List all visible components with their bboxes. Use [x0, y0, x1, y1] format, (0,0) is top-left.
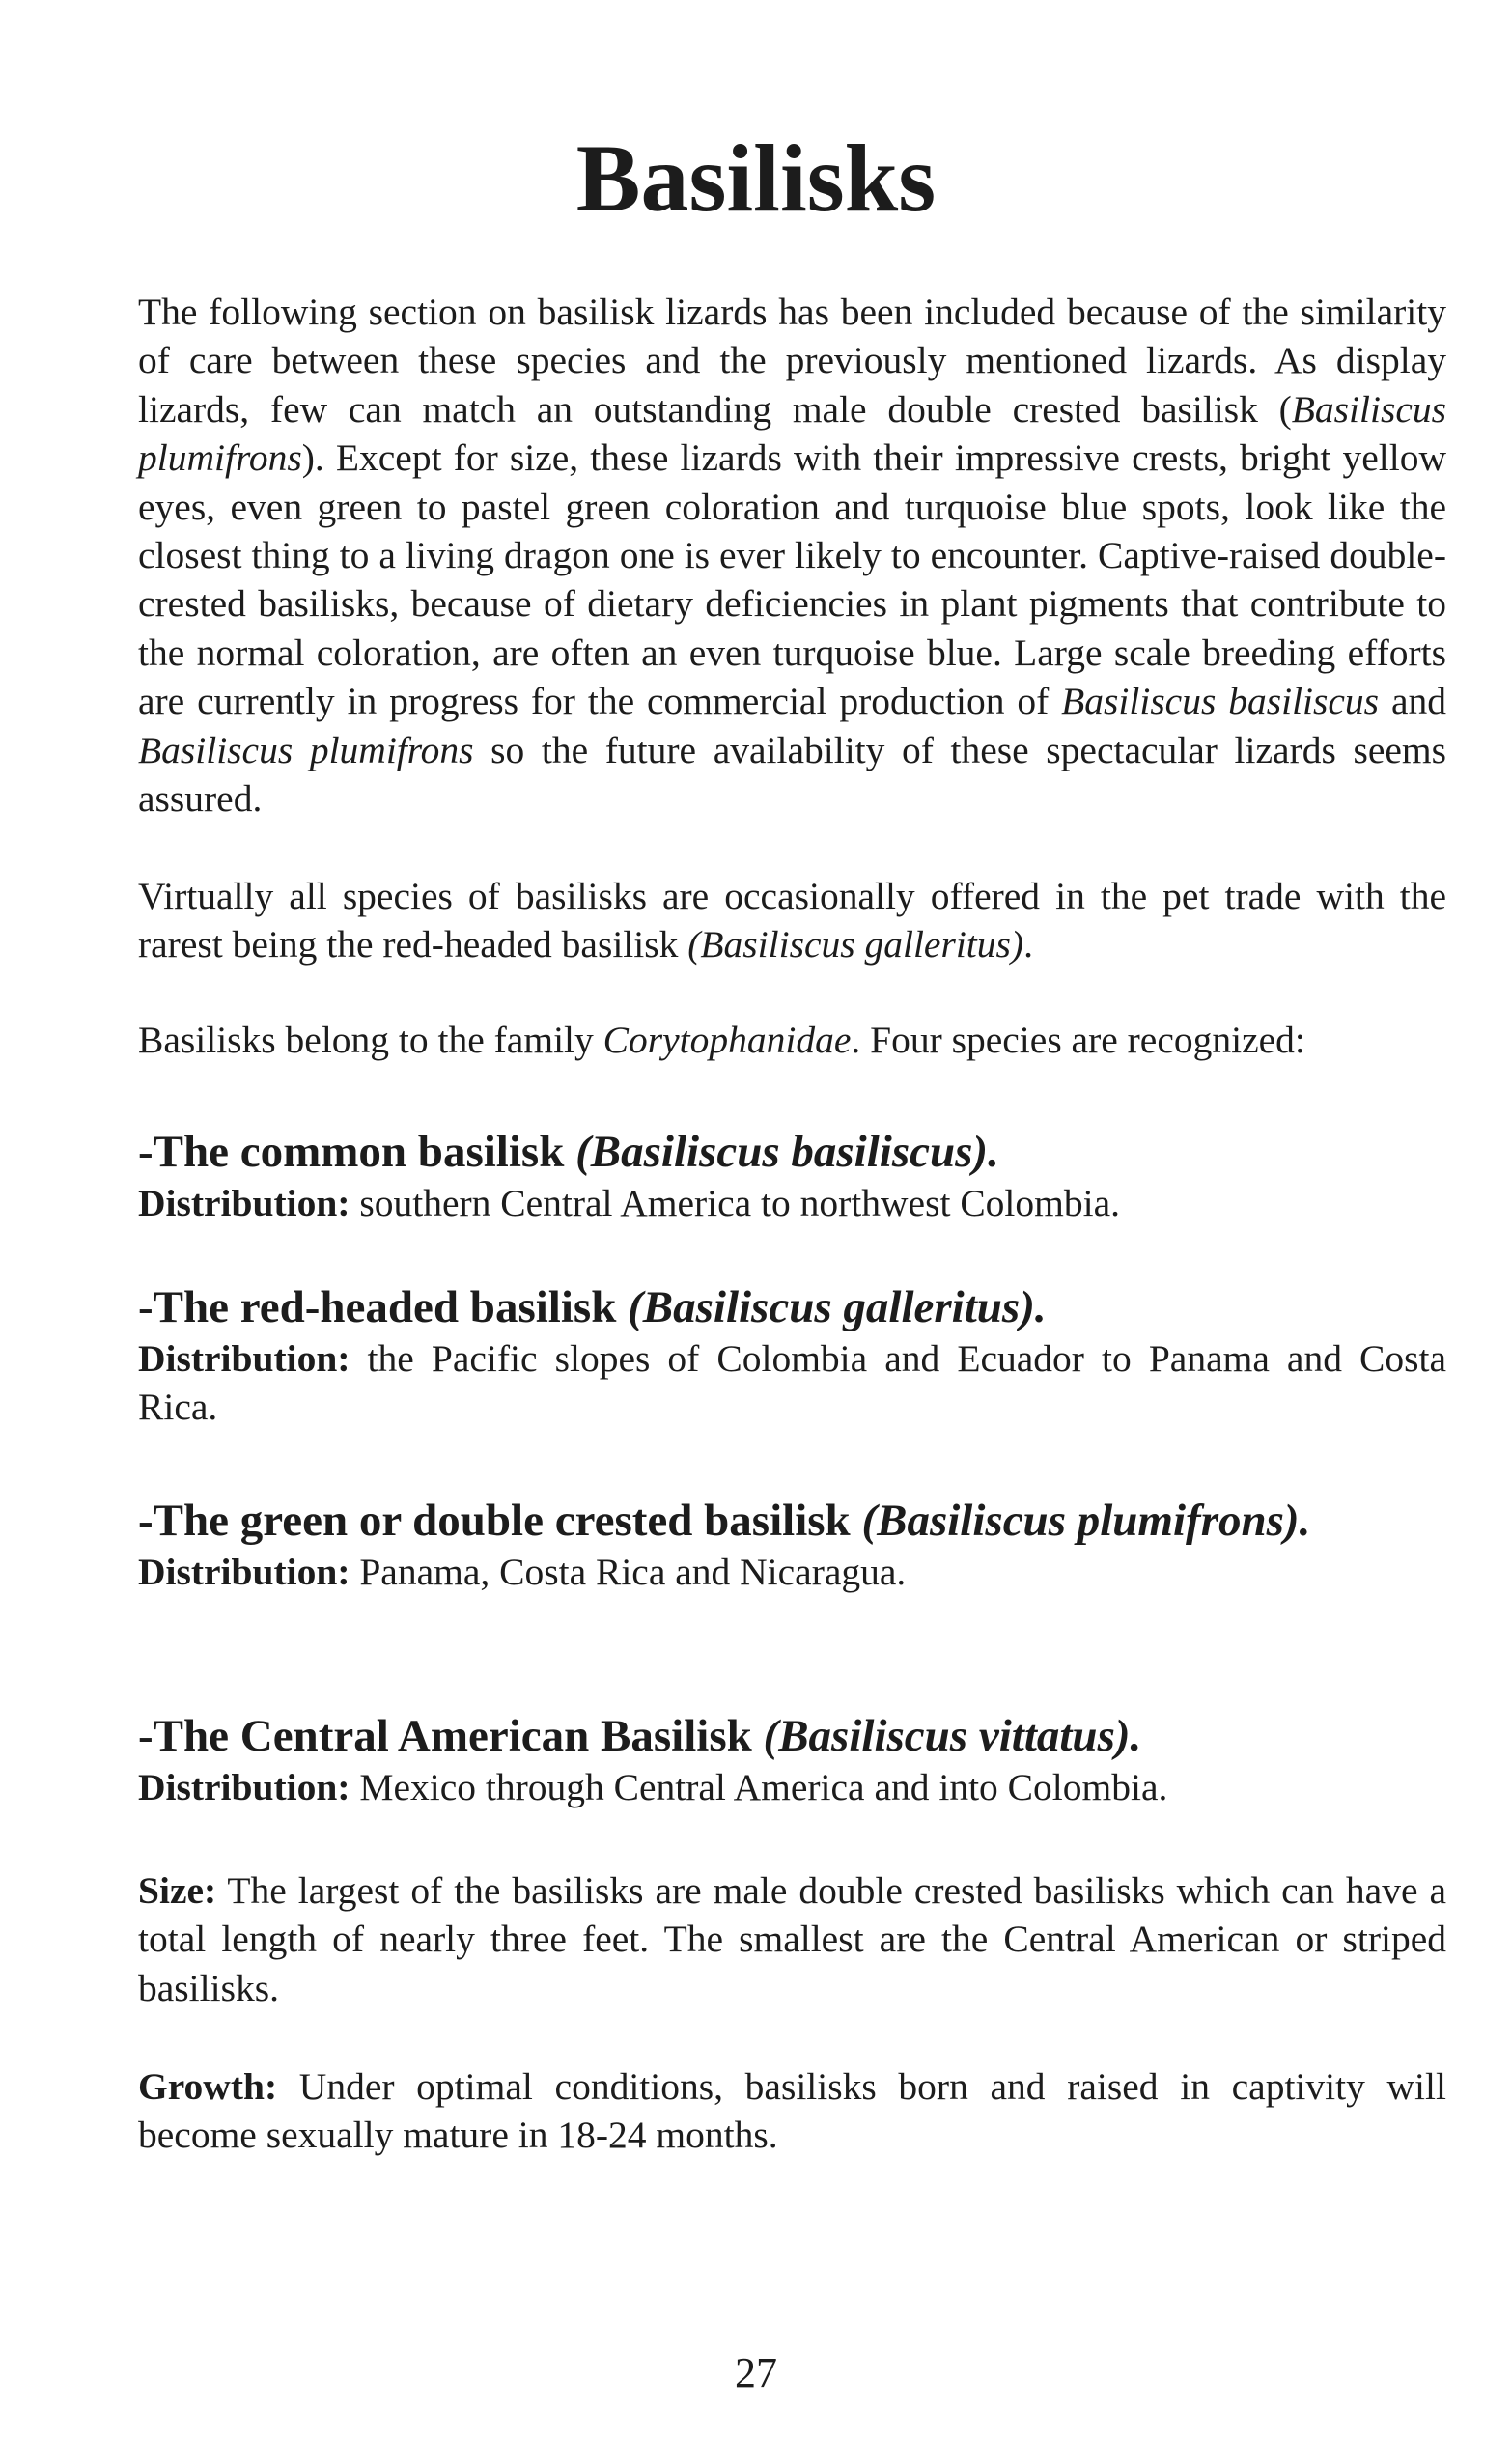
distribution-label: Distribution:	[138, 1766, 350, 1808]
species-scientific-name: (Basiliscus galleritus).	[628, 1282, 1047, 1332]
family-text-2: . Four species are recognized:	[851, 1019, 1305, 1061]
intro-species-3: Basiliscus plumifrons	[138, 728, 474, 771]
page-number: 27	[735, 2349, 777, 2396]
intro-text-2: ). Except for size, these lizards with their impressive crests, bright yellow eyes, even green to pastel green coloration and turquoise blue spots, look like the closest thing to a living dragon one is ever likely to encounter. Captive-raised double-crested basilisks, because of dietary deficiencies in plant pigments that contribute to the normal coloration, are often an even turquoise blue. Large scale breeding efforts are currently in progress for the commercial production of	[138, 436, 1446, 723]
distribution-label: Distribution:	[138, 1551, 350, 1593]
species-common-name: -The red-headed basilisk	[138, 1282, 629, 1332]
species-heading	[138, 1125, 1446, 1179]
distribution-line	[138, 1179, 1446, 1227]
distribution-line	[138, 1334, 1446, 1432]
species-entry-green	[138, 1494, 1446, 1596]
intro-text-3: and	[1379, 680, 1446, 723]
species-common-name: -The common basilisk	[138, 1127, 576, 1177]
intro-species-1: Basiliscus plumifrons	[138, 387, 1446, 480]
family-name: Corytophanidae	[602, 1019, 852, 1061]
distribution-label: Distribution:	[138, 1337, 350, 1380]
species-heading	[138, 1494, 1446, 1548]
species-entry-red-headed	[138, 1280, 1446, 1432]
species-entry-central-american	[138, 1709, 1446, 1811]
species-common-name: -The Central American Basilisk	[138, 1711, 764, 1761]
distribution-text: Mexico through Central America and into Colombia.	[350, 1766, 1168, 1808]
growth-paragraph	[138, 2062, 1446, 2160]
intro-paragraph	[138, 288, 1446, 823]
rarest-text-1: Virtually all species of basilisks are occasionally offered in the pet trade with the rarest being the red-headed basilisk	[138, 875, 1446, 967]
distribution-text: Panama, Costa Rica and Nicaragua.	[350, 1551, 907, 1593]
rarest-text-2: .	[1023, 923, 1033, 967]
growth-label: Growth:	[138, 2065, 278, 2108]
species-scientific-name: (Basiliscus vittatus).	[763, 1711, 1142, 1761]
distribution-text: the Pacific slopes of Colombia and Ecuador to Panama and Costa Rica.	[138, 1337, 1446, 1429]
species-scientific-name: (Basiliscus basiliscus).	[575, 1127, 999, 1177]
intro-text-4: so the future availability of these spectacular lizards seems assured.	[138, 728, 1446, 821]
distribution-label: Distribution:	[138, 1182, 350, 1224]
species-common-name: -The green or double crested basilisk	[138, 1496, 862, 1546]
intro-species-2: Basiliscus basiliscus	[1061, 680, 1380, 723]
rarest-paragraph	[138, 872, 1446, 969]
intro-text-1: The following section on basilisk lizards has been included because of the similarity of care between these species and the previously mentioned lizards. As display lizards, few can match an outstanding male double crested basilisk (	[138, 291, 1446, 431]
size-text: The largest of the basilisks are male double crested basilisks which can have a total length of nearly three feet. The smallest are the Central American or striped basilisks.	[138, 1869, 1446, 2009]
species-heading	[138, 1709, 1446, 1763]
species-scientific-name: (Basiliscus plumifrons).	[861, 1496, 1311, 1546]
species-entry-common	[138, 1125, 1446, 1227]
rarest-species: (Basiliscus galleritus)	[687, 923, 1024, 967]
size-label: Size:	[138, 1869, 217, 1912]
distribution-text: southern Central America to northwest Colombia.	[350, 1182, 1120, 1224]
distribution-line	[138, 1548, 1446, 1596]
family-text-1: Basilisks belong to the family	[138, 1019, 603, 1061]
family-paragraph	[138, 1016, 1446, 1064]
growth-text: Under optimal conditions, basilisks born and raised in captivity will become sexually mature in 18-24 months.	[138, 2065, 1446, 2157]
size-paragraph	[138, 1866, 1446, 2012]
page-title: Basilisks	[575, 125, 937, 232]
distribution-line	[138, 1763, 1446, 1811]
species-heading	[138, 1280, 1446, 1334]
